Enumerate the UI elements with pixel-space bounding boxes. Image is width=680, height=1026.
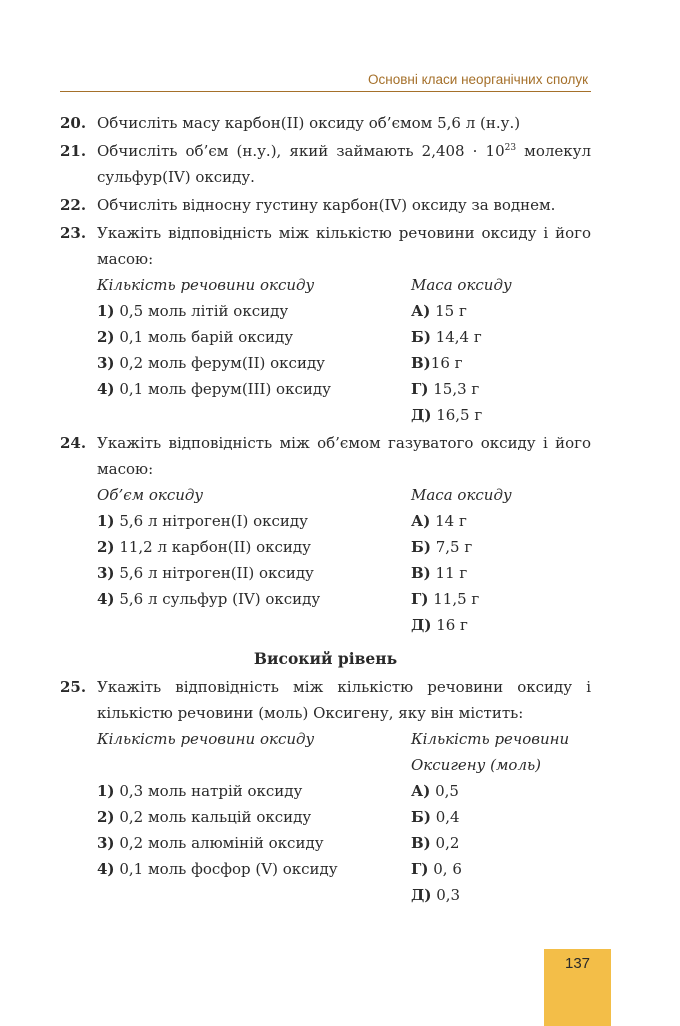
task-number: 23. <box>60 224 87 242</box>
left-column-heading: Кількість речовини оксиду <box>97 276 315 294</box>
right-option: Д) 16 г <box>411 616 468 634</box>
right-option: В)16 г <box>411 354 463 372</box>
task-20 <box>60 110 591 136</box>
left-option: 2) 0,2 моль кальцій оксиду <box>97 808 312 826</box>
matching-row <box>97 830 591 856</box>
left-option: 3) 0,2 моль ферум(II) оксиду <box>97 354 326 372</box>
page-number-tab <box>544 949 611 1026</box>
task-21 <box>60 138 591 190</box>
left-option: 4) 0,1 моль ферум(III) оксиду <box>97 380 331 398</box>
header-divider <box>60 91 591 92</box>
task-number: 22. <box>60 196 87 214</box>
task-text: Обчисліть відносну густину карбон(IV) оксиду за воднем. <box>97 196 556 214</box>
task-25 <box>60 674 591 908</box>
matching-row <box>97 586 591 612</box>
right-option: Б) 7,5 г <box>411 538 473 556</box>
right-column-heading: Маса оксиду <box>411 276 512 294</box>
matching-header <box>97 726 591 778</box>
matching-row <box>97 560 591 586</box>
matching-row <box>97 534 591 560</box>
left-column-heading: Кількість речовини оксиду <box>97 730 315 748</box>
matching-header <box>97 272 591 298</box>
task-number: 21. <box>60 142 87 160</box>
right-option: Г) 15,3 г <box>411 380 480 398</box>
task-24 <box>60 430 591 638</box>
right-option: В) 11 г <box>411 564 468 582</box>
matching-row <box>97 508 591 534</box>
right-option: Г) 0, 6 <box>411 860 462 878</box>
page-number: 137 <box>564 955 591 972</box>
left-option: 4) 5,6 л сульфур (IV) оксиду <box>97 590 321 608</box>
right-option: А) 14 г <box>411 512 467 530</box>
task-22 <box>60 192 591 218</box>
running-header: Основні класи неорганічних сполук <box>368 72 588 87</box>
matching-header <box>97 482 591 508</box>
task-text: Обчисліть масу карбон(II) оксиду об’ємом 5,6 л (н.у.) <box>97 114 521 132</box>
right-column-heading: Кількість речовини Оксигену (моль) <box>411 730 570 774</box>
matching-row <box>97 376 591 402</box>
left-option: 3) 5,6 л нітроген(II) оксиду <box>97 564 314 582</box>
right-option: В) 0,2 <box>411 834 460 852</box>
page-content <box>60 110 591 910</box>
section-heading: Високий рівень <box>253 649 398 668</box>
matching-row <box>97 856 591 882</box>
matching-row <box>97 804 591 830</box>
matching-row <box>97 298 591 324</box>
task-text: Укажіть відповідність між кількістю речовини оксиду і кількістю речовини (моль) Оксигену, яку він містить: <box>97 678 591 722</box>
left-option: 2) 11,2 л карбон(II) оксиду <box>97 538 311 556</box>
task-number: 24. <box>60 434 87 452</box>
matching-row <box>97 324 591 350</box>
left-column-heading: Об’єм оксиду <box>97 486 204 504</box>
matching-row <box>97 350 591 376</box>
matching-row <box>97 402 591 428</box>
left-option: 1) 5,6 л нітроген(I) оксиду <box>97 512 308 530</box>
left-option: 3) 0,2 моль алюміній оксиду <box>97 834 324 852</box>
right-option: Б) 0,4 <box>411 808 460 826</box>
right-option: Д) 16,5 г <box>411 406 483 424</box>
right-option: Д) 0,3 <box>411 886 461 904</box>
task-text: Укажіть відповідність між об’ємом газуватого оксиду і його масою: <box>97 434 591 478</box>
right-option: Б) 14,4 г <box>411 328 482 346</box>
matching-row <box>97 778 591 804</box>
task-number: 25. <box>60 678 87 696</box>
matching-row <box>97 612 591 638</box>
right-option: Г) 11,5 г <box>411 590 480 608</box>
left-option: 1) 0,3 моль натрій оксиду <box>97 782 303 800</box>
left-option: 2) 0,1 моль барій оксиду <box>97 328 294 346</box>
task-23 <box>60 220 591 428</box>
task-text: Обчисліть об’єм (н.у.), який займають $2,408 \cdot 10^{23}$ молекул сульфур(IV) оксиду. <box>97 142 591 186</box>
left-option: 1) 0,5 моль літій оксиду <box>97 302 289 320</box>
task-text: Укажіть відповідність між кількістю речовини оксиду і його масою: <box>97 224 591 268</box>
exponent: 23 <box>504 143 517 153</box>
left-option: 4) 0,1 моль фосфор (V) оксиду <box>97 860 338 878</box>
right-column-heading: Маса оксиду <box>411 486 512 504</box>
right-option: А) 15 г <box>411 302 467 320</box>
task-number: 20. <box>60 114 87 132</box>
right-option: А) 0,5 <box>411 782 459 800</box>
matching-row <box>97 882 591 908</box>
